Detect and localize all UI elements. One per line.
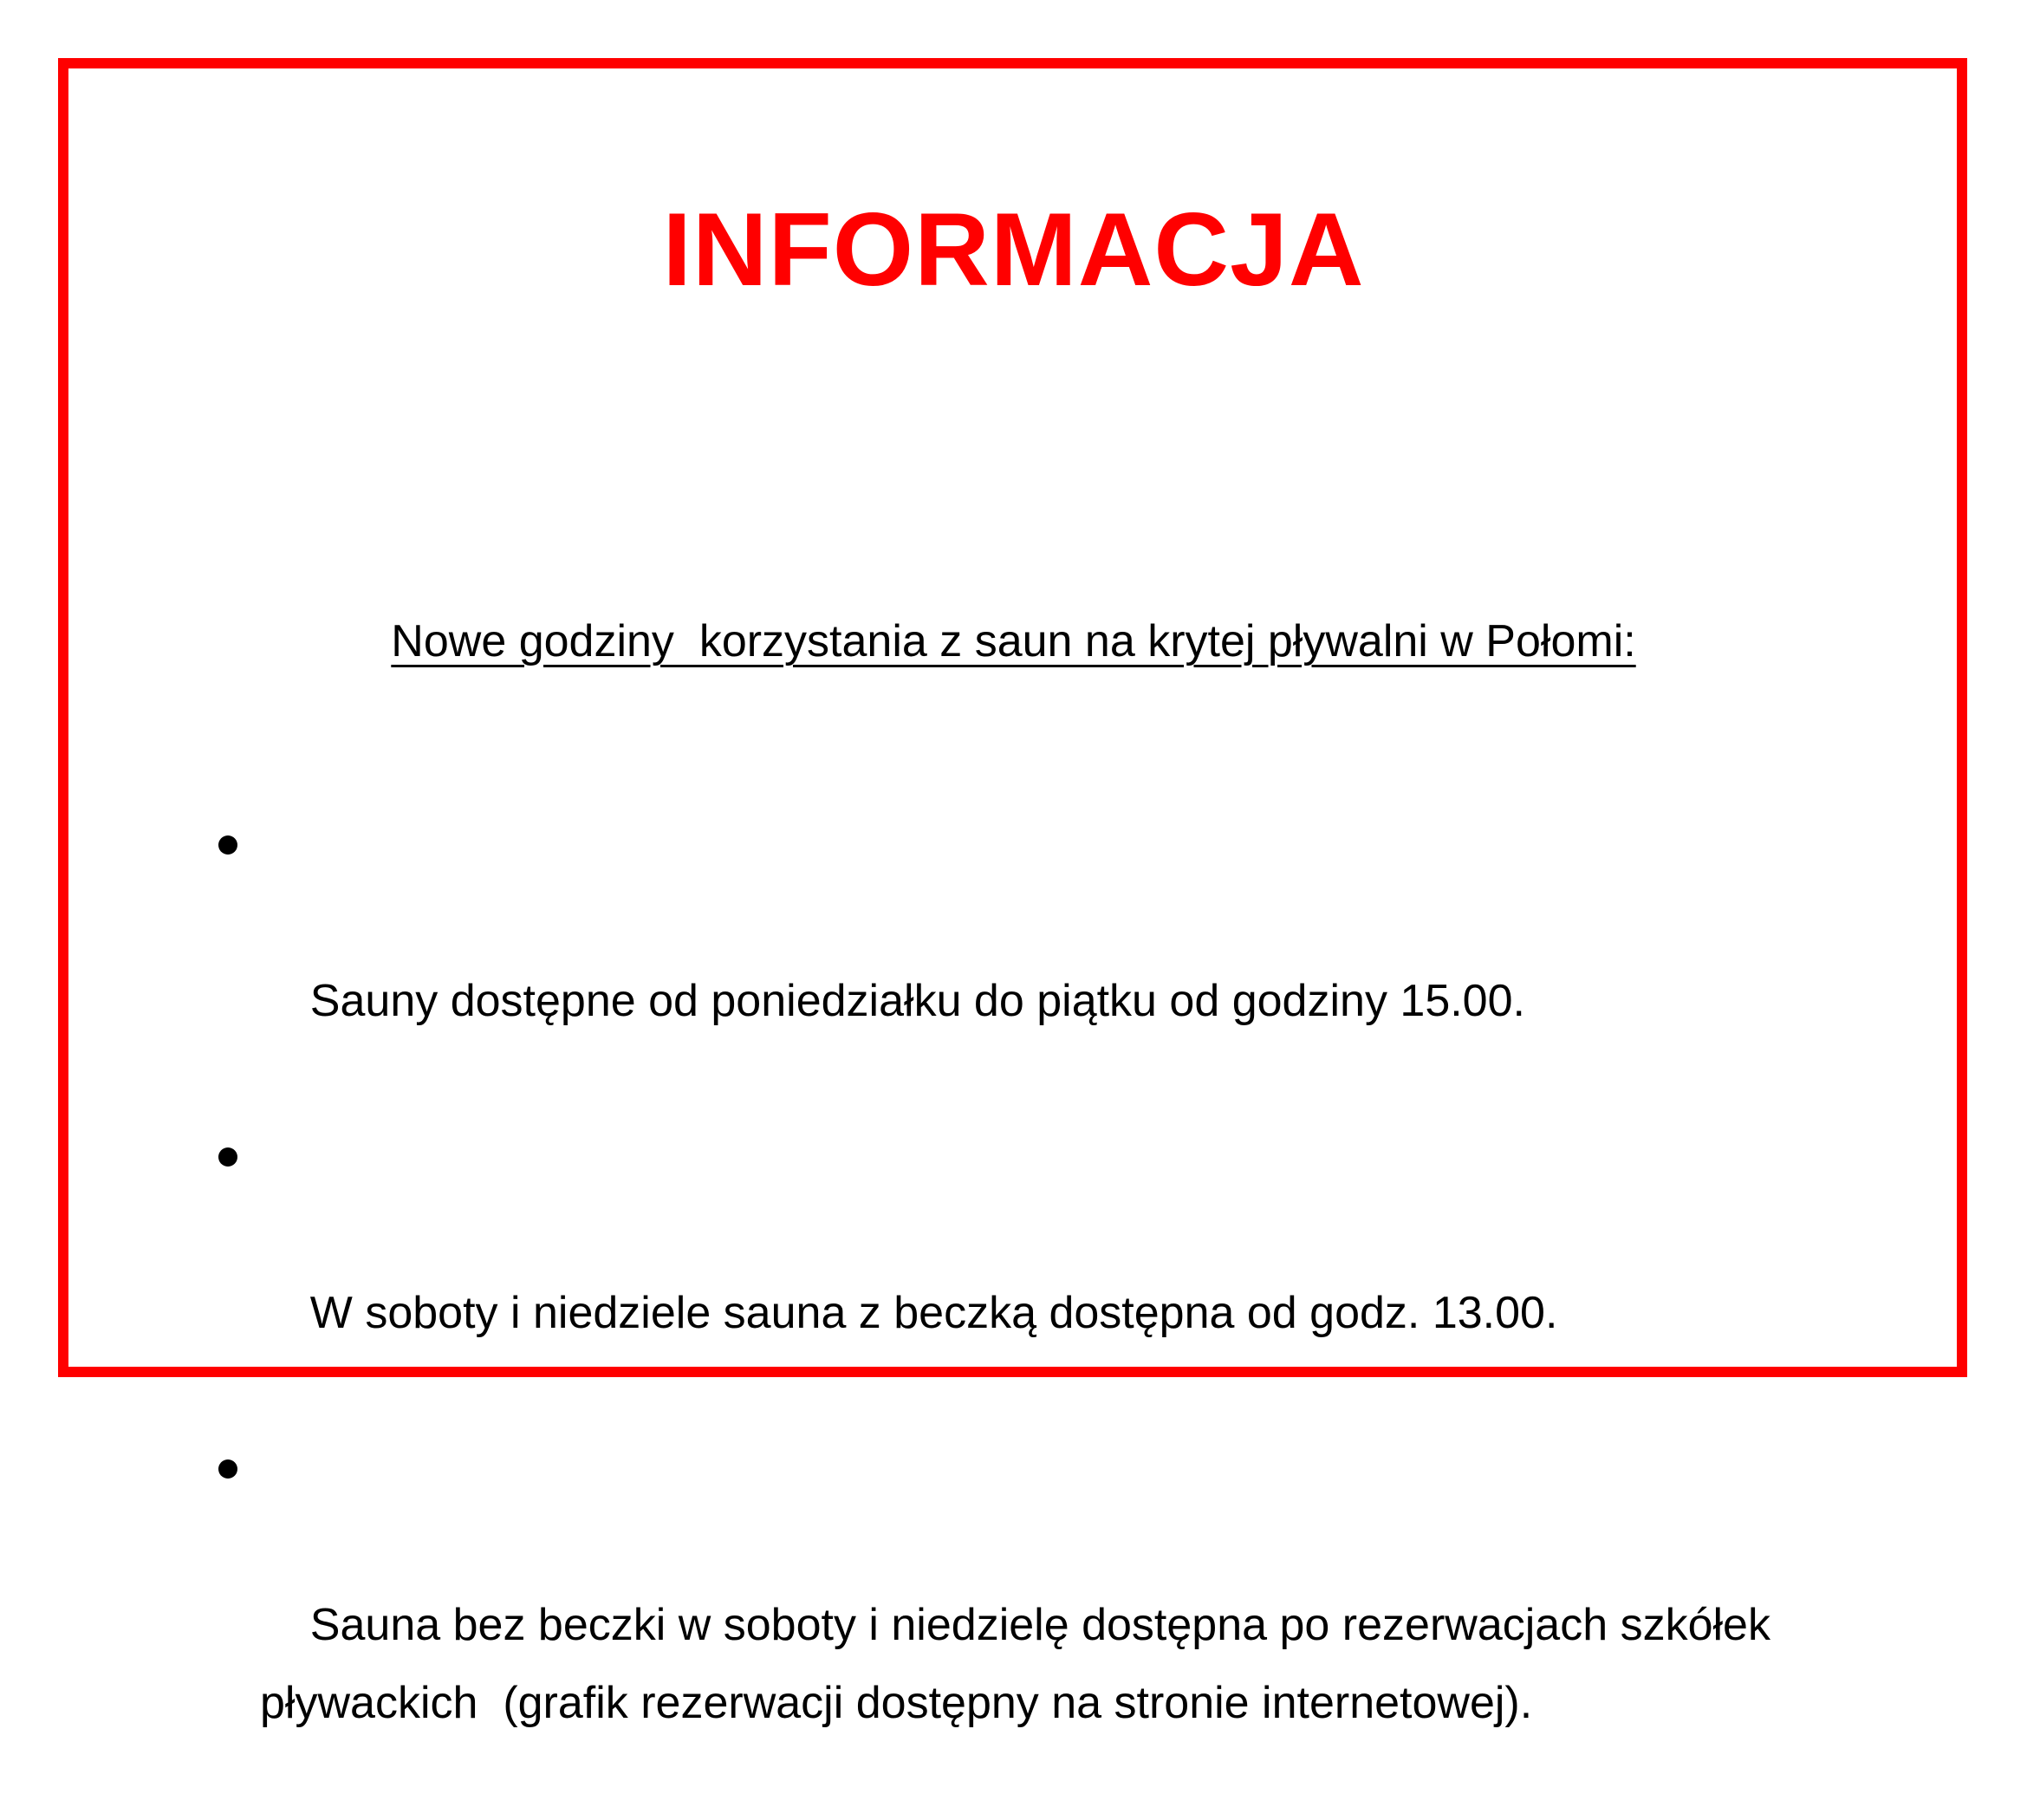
list-item-text: Sauny dostępne od poniedziałku do piątku od godziny 15.00. <box>309 976 1525 1026</box>
info-list <box>211 806 1858 1820</box>
list-item-text: Sauna bez beczki w soboty i niedzielę dostępna po rezerwacjach szkółek pływackich (grafik rezerwacji dostępny na stronie internetowej). <box>260 1600 1783 1728</box>
list-item <box>211 1430 1858 1820</box>
list-item <box>211 806 1858 1118</box>
bullet-icon <box>218 1147 237 1167</box>
bullet-icon <box>218 835 237 855</box>
page-title: INFORMACJA <box>662 192 1365 308</box>
subtitle: Nowe godziny korzystania z saun na krytej pływalni w Połomi: <box>391 616 1636 666</box>
list-item-text: W soboty i niedziele sauna z beczką dostępna od godz. 13.00. <box>309 1288 1558 1338</box>
list-item <box>211 1118 1858 1430</box>
bullet-icon <box>218 1459 237 1479</box>
